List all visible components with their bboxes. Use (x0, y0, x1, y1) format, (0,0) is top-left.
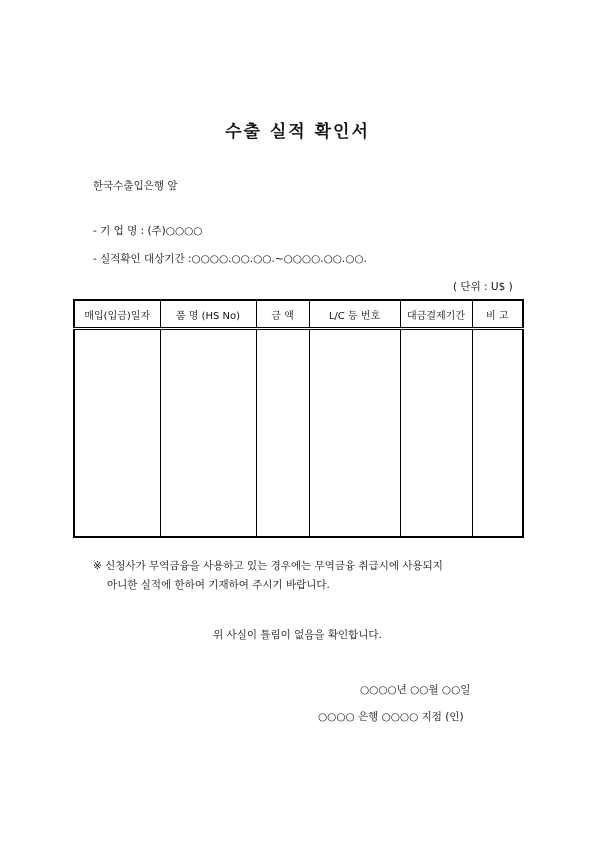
signature-bank: ○○○○ 은행 ○○○○ 지점 (인) (318, 711, 464, 723)
table-cell[interactable] (472, 329, 523, 538)
confirmation-period-field: - 실적확인 대상기간 :○○○○.○○.○○.~○○○○.○○.○○. (93, 253, 367, 265)
header-lc-number: L/C 등 번호 (309, 300, 400, 329)
confirmation-statement: 위 사실이 틀림이 없음을 확인합니다. (213, 629, 382, 641)
table-row (74, 329, 523, 538)
signature-date: ○○○○년 ○○월 ○○일 (360, 684, 471, 696)
note-line-1: ※ 신청사가 무역금융을 사용하고 있는 경우에는 무역금융 취급시에 사용되지 (93, 560, 443, 572)
table-cell[interactable] (160, 329, 256, 538)
header-payment-date: 매입(입금)일자 (74, 300, 160, 329)
header-remarks: 비 고 (472, 300, 523, 329)
header-amount: 금 액 (256, 300, 309, 329)
export-record-table (73, 299, 524, 538)
table-cell[interactable] (309, 329, 400, 538)
document-title: 수출 실적 확인서 (225, 122, 370, 142)
header-item-name: 품 명 (HS No) (160, 300, 256, 329)
company-name-field: - 기 업 명 : (주)○○○○ (93, 225, 203, 237)
note-line-2: 아니한 실적에 한하여 기재하여 주시기 바랍니다. (107, 579, 330, 591)
table-cell[interactable] (400, 329, 472, 538)
unit-label: ( 단위 : U$ ) (453, 281, 513, 293)
table-cell[interactable] (256, 329, 309, 538)
table-header-row (74, 300, 523, 329)
addressee: 한국수출입은행 앞 (93, 180, 178, 192)
table-cell[interactable] (74, 329, 160, 538)
header-payment-term: 대금결제기간 (400, 300, 472, 329)
